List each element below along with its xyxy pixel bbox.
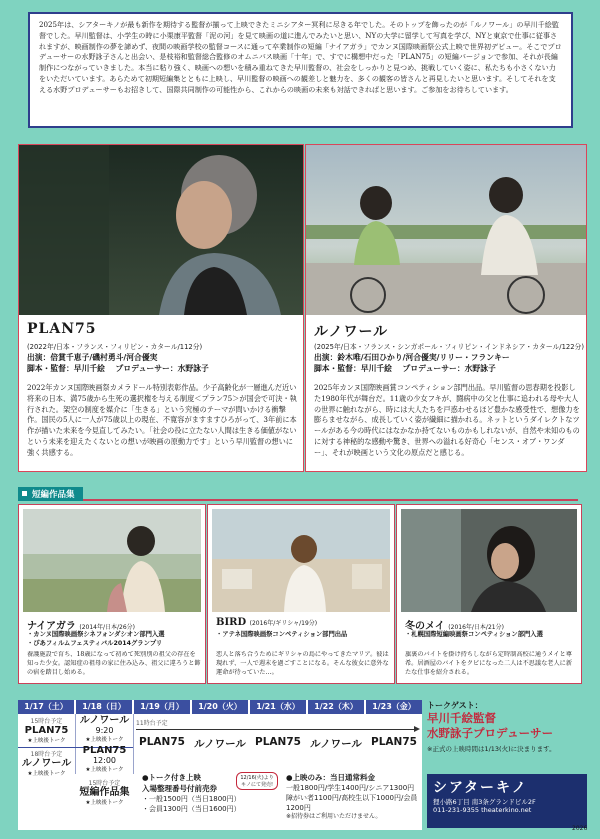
short-award: ・アテネ国際映画祭コンペティション部門出品 bbox=[216, 631, 348, 638]
film-description: 2025年カンヌ国際映画賞コンペティション部門出品。早川監督の思春期を投影した1980年代が舞台だ。11歳の少女フキが、闘病中の父と仕事に追われる母や大人の世界に触れながら、時には大人たちを戸惑わせるほど豊かな感受性で、想像力を膨らませながら、成長していく姿が繊細に描かれる。ネットというダイレクトなツールがある今の時代にはなかなか持てないものかもしれないが、自然や未知のものに対する神秘的な感動や驚き、世界への溢れる好奇心「センス・オブ・ワンダー」、それが映画という文化の原点だと感じる。 bbox=[314, 383, 580, 457]
short-still-niagara bbox=[23, 509, 201, 612]
theater-tel: 011-231-9355 bbox=[433, 806, 480, 814]
slot-time: 15時台予定 bbox=[30, 718, 63, 725]
guest-name: 早川千絵監督 bbox=[427, 711, 496, 725]
ticket-price: ・会員1300円（当日1600円） bbox=[142, 805, 241, 814]
presale-badge: 12/16(火)より キノにて発売! bbox=[236, 772, 278, 790]
date-cell: 1/21（水） bbox=[250, 700, 306, 714]
woman-by-sea-photo bbox=[212, 509, 390, 612]
shorts-label: 短編作品集 bbox=[18, 487, 83, 501]
short-title-text: 冬のメイ bbox=[405, 621, 445, 632]
year-label: 2026 bbox=[572, 825, 588, 832]
film-title: ルノワール bbox=[314, 324, 389, 340]
film-still-plan75 bbox=[19, 145, 303, 315]
schedule-dates bbox=[18, 700, 422, 714]
short-description: 旗裏のバイトを掛け持ちしながら定時制高校に通うメイと尊希。居酒屋のバイトをクビになった二人は不思議な老人に新たな仕事を紹介される。 bbox=[405, 651, 573, 676]
theater-info bbox=[427, 774, 587, 828]
film-still-renoir bbox=[306, 145, 586, 315]
ticket-price: 一般1800円/学生1400円/シニア1300円 bbox=[286, 784, 415, 792]
schedule-slot bbox=[18, 749, 75, 777]
ticket-talk-heading: ●トーク付き上映 bbox=[142, 773, 202, 782]
film-card-renoir bbox=[305, 144, 587, 472]
slot-note: ★上映後トーク bbox=[85, 737, 124, 743]
girl-headphones-photo bbox=[23, 509, 201, 612]
short-meta: (2016年/ギリシャ/19分) bbox=[249, 620, 318, 627]
short-still-bird bbox=[212, 509, 390, 612]
arrow-line bbox=[136, 729, 414, 730]
film-staff: 脚本・監督：早川千絵 プロデューサー：水野詠子 bbox=[314, 363, 496, 373]
date-cell: 1/17（土） bbox=[18, 700, 74, 714]
run-time-label: 11時台予定 bbox=[136, 720, 168, 727]
film-meta: (2022年/日本・フランス・フィリピン・カタール/112分) bbox=[27, 343, 203, 351]
film-card-plan75 bbox=[18, 144, 304, 472]
short-title bbox=[27, 617, 135, 632]
ticket-regular-heading: ●上映のみ：当日通常料金 bbox=[286, 773, 376, 782]
date-cell: 1/20（火） bbox=[192, 700, 248, 714]
date-cell: 1/19（月） bbox=[134, 700, 190, 714]
ticket-regular bbox=[286, 772, 422, 822]
slot-movie: 短編作品集 bbox=[79, 787, 130, 798]
elderly-woman-photo bbox=[19, 145, 303, 315]
slot-movie: ルノワール bbox=[21, 758, 72, 769]
slot-movie: PLAN75 bbox=[24, 725, 69, 736]
run-slot: PLAN75 bbox=[371, 736, 417, 748]
run-slot: ルノワール bbox=[194, 738, 246, 750]
ticket-talk bbox=[142, 772, 241, 814]
film-credits bbox=[314, 353, 510, 375]
short-award: ・札幌国際短編映画祭コンペティション部門入選 bbox=[405, 631, 543, 638]
intro-text: 2025年は、シアターキノが最も新作を期待する監督が揃って上映できたミニシアター冥利に尽きる年でした。そのトップを飾ったのが「ルノワール」の早川千絵監督でした。早川監督は、小学生の時に小栗康平監督「泥の河」を見て映画の道に進んでみたいと思い、NYの大学に留学して写真を学び、NYと東京で仕事に従事されますが、映画制作の夢を諦めず、夜間の映画学校の監督コースに通って卒業制作の短編「ナイアガラ」でカンヌ国際映画祭公式上映で世界初デビュー。そこでプロデューサーの水野詠子さんと出会い、是枝裕和監督総合監修のオムニバス映画「十年」で、すでに構想中だった「PLAN75」の短編バージョンで参加、それが長編制作につながっていきました。本当に粘り強く、映画への想いを積み重ねてきた早川監督の、社会をしっかりと見つめ、挑戦していく姿に、私たちも小さくない力をいただいています。あらためて初期短編集とともに上映し、早川監督の映画への観差しと魅力を、多くの観客の皆さんと再見したいと思います。そしてそれを支える水野プロデューサーもお招きして、国際共同制作の可能性から、これからの映画の未来も対話できればと思います。ご参加をお待ちしています。 bbox=[39, 20, 562, 94]
date-cell: 1/22（木） bbox=[308, 700, 364, 714]
ticket-talk-sub: 入場整理番号付前売券 bbox=[142, 784, 217, 793]
short-still-winter-may bbox=[401, 509, 577, 612]
slot-time: 15時台予定 bbox=[88, 780, 121, 787]
ticket-price: 障がい者1100円/高校生以下1000円/会員1200円 bbox=[286, 794, 418, 813]
film-credits bbox=[27, 353, 209, 375]
arrow-head-icon bbox=[414, 726, 420, 732]
ticket-price: ・一般1500円（当日1800円） bbox=[142, 795, 241, 803]
slot-note: ★上映後トーク bbox=[85, 800, 124, 806]
short-title-text: BIRD bbox=[216, 617, 247, 628]
short-awards bbox=[405, 631, 577, 640]
ticket-note: ※招待券はご利用いただけません。 bbox=[286, 813, 382, 821]
short-award: ・ぴあフィルムフェスティバル2014グランプリ bbox=[27, 639, 163, 647]
date-cell: 1/23（金） bbox=[366, 700, 422, 714]
schedule-table bbox=[18, 700, 422, 830]
film-description: 2022年カンヌ国際映画祭カメラドール特別表彰作品。少子高齢化が一層進んだ近い将来の日本、満75歳から生死の選択権を与える制度＜プラン75＞が国会で可決・執行された。架空の制度を媒介に「生きる」という究極のテーマが問いかける衝撃作。国民の5人に一人が75歳以上の現在、不寛容がますますひろがって、3年前に本作が描いた未来を今見直してみたい。「社会の役に立たない人間は生きる価値がないという未来を迎えたくないとの想いが映画の原動力です」という早川監督の想いに強く共感する。 bbox=[27, 383, 297, 457]
slot-movie: PLAN75 bbox=[82, 745, 127, 756]
theater-site: theaterkino.net bbox=[481, 806, 532, 814]
guest-note: ※正式の上映時間は1/13(火)に決まります。 bbox=[427, 744, 556, 753]
guest-name: 水野詠子プロデューサー bbox=[427, 725, 554, 740]
date-cell: 1/18（日） bbox=[76, 700, 132, 714]
short-meta: (2014年/日本/26分) bbox=[79, 624, 136, 631]
slot-note: ★上映後トーク bbox=[27, 738, 66, 744]
theater-contact bbox=[433, 806, 581, 814]
slot-time: 18時台予定 bbox=[30, 751, 63, 758]
schedule-slot bbox=[76, 778, 133, 806]
slot-note: ★上映後トーク bbox=[27, 771, 66, 777]
short-awards bbox=[216, 631, 390, 640]
girl-portrait-photo bbox=[401, 509, 577, 612]
run-slot: ルノワール bbox=[310, 738, 362, 750]
short-title-text: ナイアガラ bbox=[27, 621, 76, 632]
short-description: 養護施設で育ち、18歳になって初めて死別別の祖父の存在を知った少女。認知症の祖母の家に住み込み、祖父に違ろうと飾の宿を踏目し始める。 bbox=[27, 651, 201, 676]
short-awards bbox=[27, 631, 201, 648]
short-meta: (2016年/日本/21分) bbox=[448, 624, 504, 631]
cycling-girls-photo bbox=[306, 145, 586, 315]
theater-address: 狸小路6丁目 南3条グランドビル2F bbox=[433, 798, 536, 806]
guest-label: トークゲスト： bbox=[427, 701, 483, 710]
short-description: 恋人と落ち合うためにギリシャの島にやってきたマリア。彼は現れず、一人で週末を過ごすことになる。そんな彼女に意外な運命が待っていた…。 bbox=[216, 651, 389, 676]
film-meta: (2025年/日本・フランス・シンガポール・フィリピン・インドネシア・カタール/122分) bbox=[314, 343, 584, 351]
film-cast: 出演：鈴木唯/石田ひかり/河合優実/リリー・フランキー bbox=[314, 353, 510, 362]
short-award: ・カンヌ国際映画祭シネフォンダシオン部門入選 bbox=[27, 631, 165, 638]
short-title bbox=[216, 617, 317, 628]
slot-time: 9:20 bbox=[95, 726, 114, 735]
run-slot: PLAN75 bbox=[255, 736, 301, 748]
theater-name: シアターキノ bbox=[433, 780, 528, 796]
short-title bbox=[405, 617, 504, 632]
talk-guest bbox=[427, 700, 587, 770]
slot-note: ★上映後トーク bbox=[85, 767, 124, 773]
film-staff: 脚本・監督：早川千絵 プロデューサー：水野詠子 bbox=[27, 363, 209, 373]
slot-movie: ルノワール bbox=[79, 715, 130, 726]
short-card-bird bbox=[207, 504, 395, 684]
shorts-section-header bbox=[18, 487, 578, 501]
short-card-niagara bbox=[18, 504, 206, 684]
short-card-winter-may bbox=[396, 504, 582, 684]
film-cast: 出演：倍賞千恵子/磯村勇斗/河合優実 bbox=[27, 353, 158, 362]
film-title: PLAN75 bbox=[27, 321, 97, 337]
schedule-slot bbox=[18, 716, 75, 744]
intro-box bbox=[28, 12, 573, 128]
run-slot: PLAN75 bbox=[139, 736, 185, 748]
slot-time: 12:00 bbox=[92, 756, 117, 765]
